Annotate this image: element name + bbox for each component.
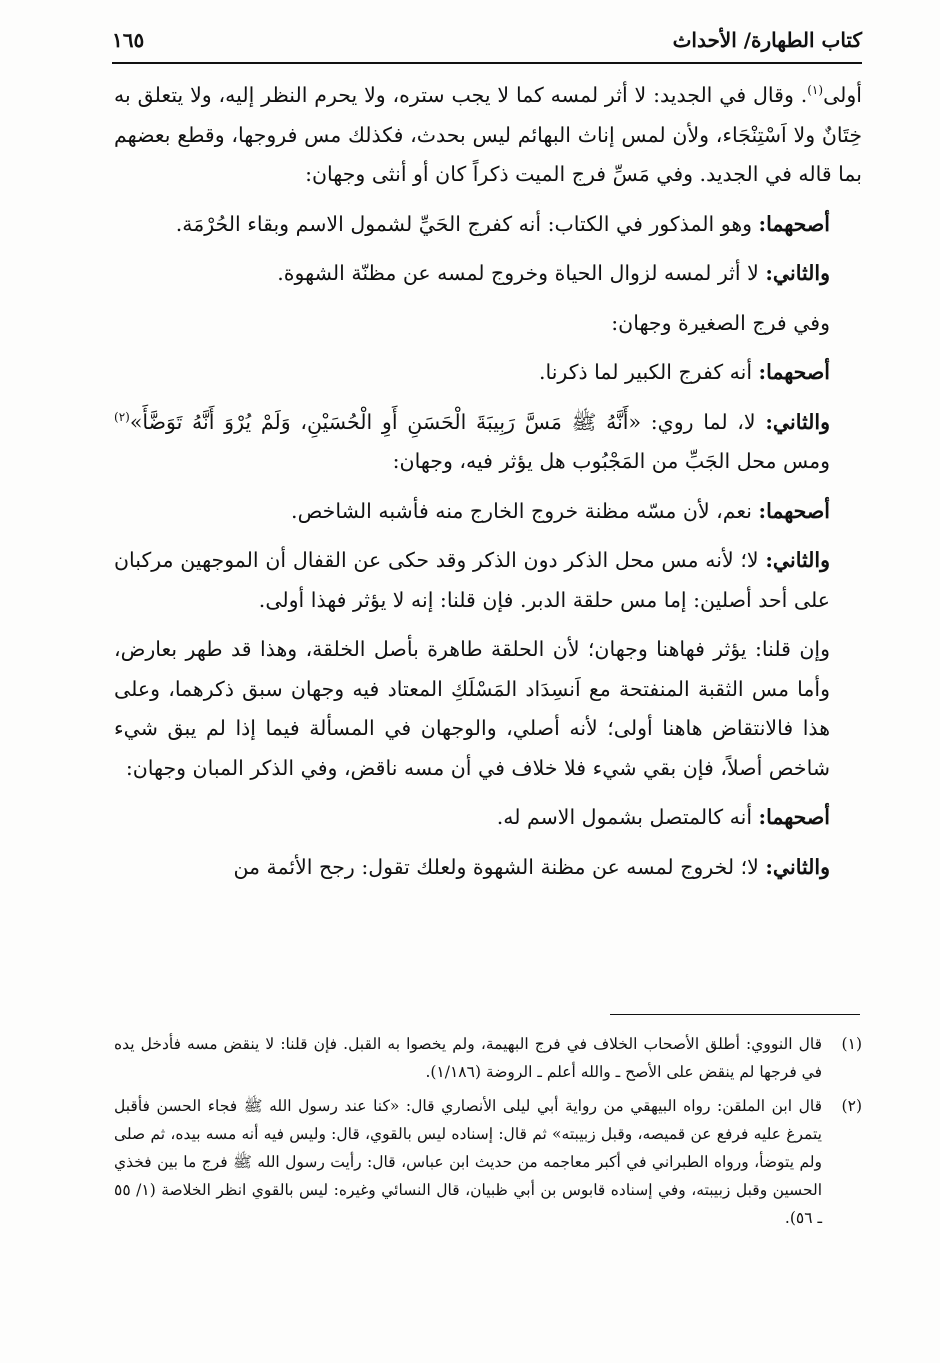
paragraph-text-continued: ومس محل الجَبِّ من المَجْبُوب هل يؤثر فيه، وجهان: bbox=[392, 449, 830, 473]
footnote-number: (١) bbox=[841, 1035, 862, 1053]
paragraph-text: وإن قلنا: يؤثر فهاهنا وجهان؛ لأن الحلقة طاهرة بأصل الخلقة، وهذا قد طهر بعارض، وأما مس الثقبة المنفتحة مع اَنسِدَاد المَسْلَكِ المعتاد فيه وجهان سبق ذكرهما، وعلى هذا فالانتقاض هاهنا أولى؛ لأنه أصلي، والوجهان في المسألة فيما إذا لم يبق شيء شاخص أصلاً، فإن بقي شيء فلا خلاف في أن مسه ناقض، وفي الذكر المبان وجهان: bbox=[114, 637, 830, 780]
paragraph-text: نعم، لأن مسّه مظنة خروج الخارج منه فأشبه الشاخص. bbox=[291, 498, 759, 523]
paragraph bbox=[114, 403, 862, 482]
paragraph-text: لا أثر لمسه لزوال الحياة وخروج لمسه عن مظنّة الشهوة. bbox=[277, 261, 766, 285]
paragraph-label: والثاني: bbox=[765, 409, 830, 434]
paragraph bbox=[114, 848, 862, 888]
paragraph bbox=[114, 76, 862, 195]
main-text bbox=[114, 76, 862, 897]
running-header bbox=[112, 24, 862, 64]
paragraph-text: وهو المذكور في الكتاب: أنه كفرج الحَيِّ لشمول الاسم وبقاء الحُرْمَة. bbox=[175, 211, 759, 236]
paragraph bbox=[114, 254, 862, 294]
paragraph-text: لا؛ لأنه مس محل الذكر دون الذكر وقد حكى عن القفال أن الموجهين مركبان على أحد أصلين: إما مس حلقة الدبر. فإن قلنا: إنه لا يؤثر فهذا أولى. bbox=[114, 548, 830, 612]
footnote-ref: (٢) bbox=[114, 409, 130, 424]
paragraph-label: أصحهما: bbox=[758, 805, 830, 829]
footnote-number: (٢) bbox=[841, 1097, 862, 1115]
paragraph bbox=[114, 798, 862, 838]
paragraph bbox=[114, 492, 862, 532]
paragraph-text: أنه كالمتصل بشمول الاسم له. bbox=[496, 805, 759, 829]
footnote-text: قال النووي: أطلق الأصحاب الخلاف في فرج البهيمة، ولم يخصوا به القبل. فإن قلنا: لا ينقض مسه فأدخل يده في فرجها لم ينقض على الأصح ـ والله أعلم ـ الروضة (١/١٨٦). bbox=[114, 1035, 822, 1081]
paragraph-text: أولى bbox=[823, 83, 862, 107]
paragraph bbox=[114, 630, 862, 788]
chapter-title: كتاب الطهارة/ الأحداث bbox=[672, 28, 862, 52]
paragraph-text: وفي فرج الصغيرة وجهان: bbox=[611, 310, 830, 335]
paragraph-text: أنه كفرج الكبير لما ذكرنا. bbox=[538, 360, 759, 384]
footnotes bbox=[114, 1030, 862, 1238]
paragraph-text: لا، لما روي: «أَنَّهُ ﷺ مَسَّ رَبِيبَةَ الْحَسَنِ أَوِ الْحُسَيْنِ، وَلَمْ يُرْوَ أَنَّهُ تَوَضَّأَ» bbox=[129, 409, 766, 434]
footnote bbox=[114, 1092, 862, 1232]
footnote-text: قال ابن الملقن: رواه البيهقي من رواية أبي ليلى الأنصاري قال: «كنا عند رسول الله ﷺ فجاء الحسن فأقبل يتمرغ عليه فرفع عن قميصه، وقبل زبيبته» ثم قال: إسناده ليس بالقوي، قال: وليس فيه أنه مسه بيده، ثم صلى ولم يتوضأ، ورواه الطبراني في أكبر معاجمه من حديث ابن عباس، قال: رأيت رسول الله ﷺ فرج ما بين فخذي الحسين وقبل زبيبته، وفي إسناده قابوس بن أبي ظبيان، قال النسائي وغيره: ليس بالقوي انظر الخلاصة (١/ ٥٥ ـ ٥٦). bbox=[114, 1097, 822, 1227]
paragraph-label: والثاني: bbox=[765, 854, 830, 879]
paragraph bbox=[114, 541, 862, 620]
paragraph-label: أصحهما: bbox=[758, 211, 830, 236]
page-number: ١٦٥ bbox=[112, 28, 145, 52]
footnote bbox=[114, 1030, 862, 1086]
paragraph-label: أصحهما: bbox=[758, 360, 830, 384]
paragraph bbox=[114, 304, 862, 344]
paragraph-label: أصحهما: bbox=[758, 498, 830, 523]
paragraph bbox=[114, 353, 862, 393]
footnote-separator bbox=[610, 1014, 860, 1015]
footnote-ref: (١) bbox=[807, 83, 824, 98]
paragraph-label: والثاني: bbox=[765, 548, 830, 572]
paragraph-text: لا؛ لخروج لمسه عن مظنة الشهوة ولعلك تقول: رجح الأئمة من bbox=[233, 854, 766, 879]
paragraph-text-continued: . وقال في الجديد: لا أثر لمسه كما لا يجب ستره، ولا يحرم النظر إليه، ولا يتعلق به خِتَانٌ ولا اَسْتِنْجَاء، ولأن لمس إناث البهائم ليس بحدث، فكذلك مس فروجها، وقطع بعضهم بما قاله في الجديد. وفي مَسِّ فرج الميت ذكراً كان أو أنثى وجهان: bbox=[114, 83, 862, 186]
paragraph-label: والثاني: bbox=[765, 261, 830, 285]
paragraph bbox=[114, 205, 862, 245]
